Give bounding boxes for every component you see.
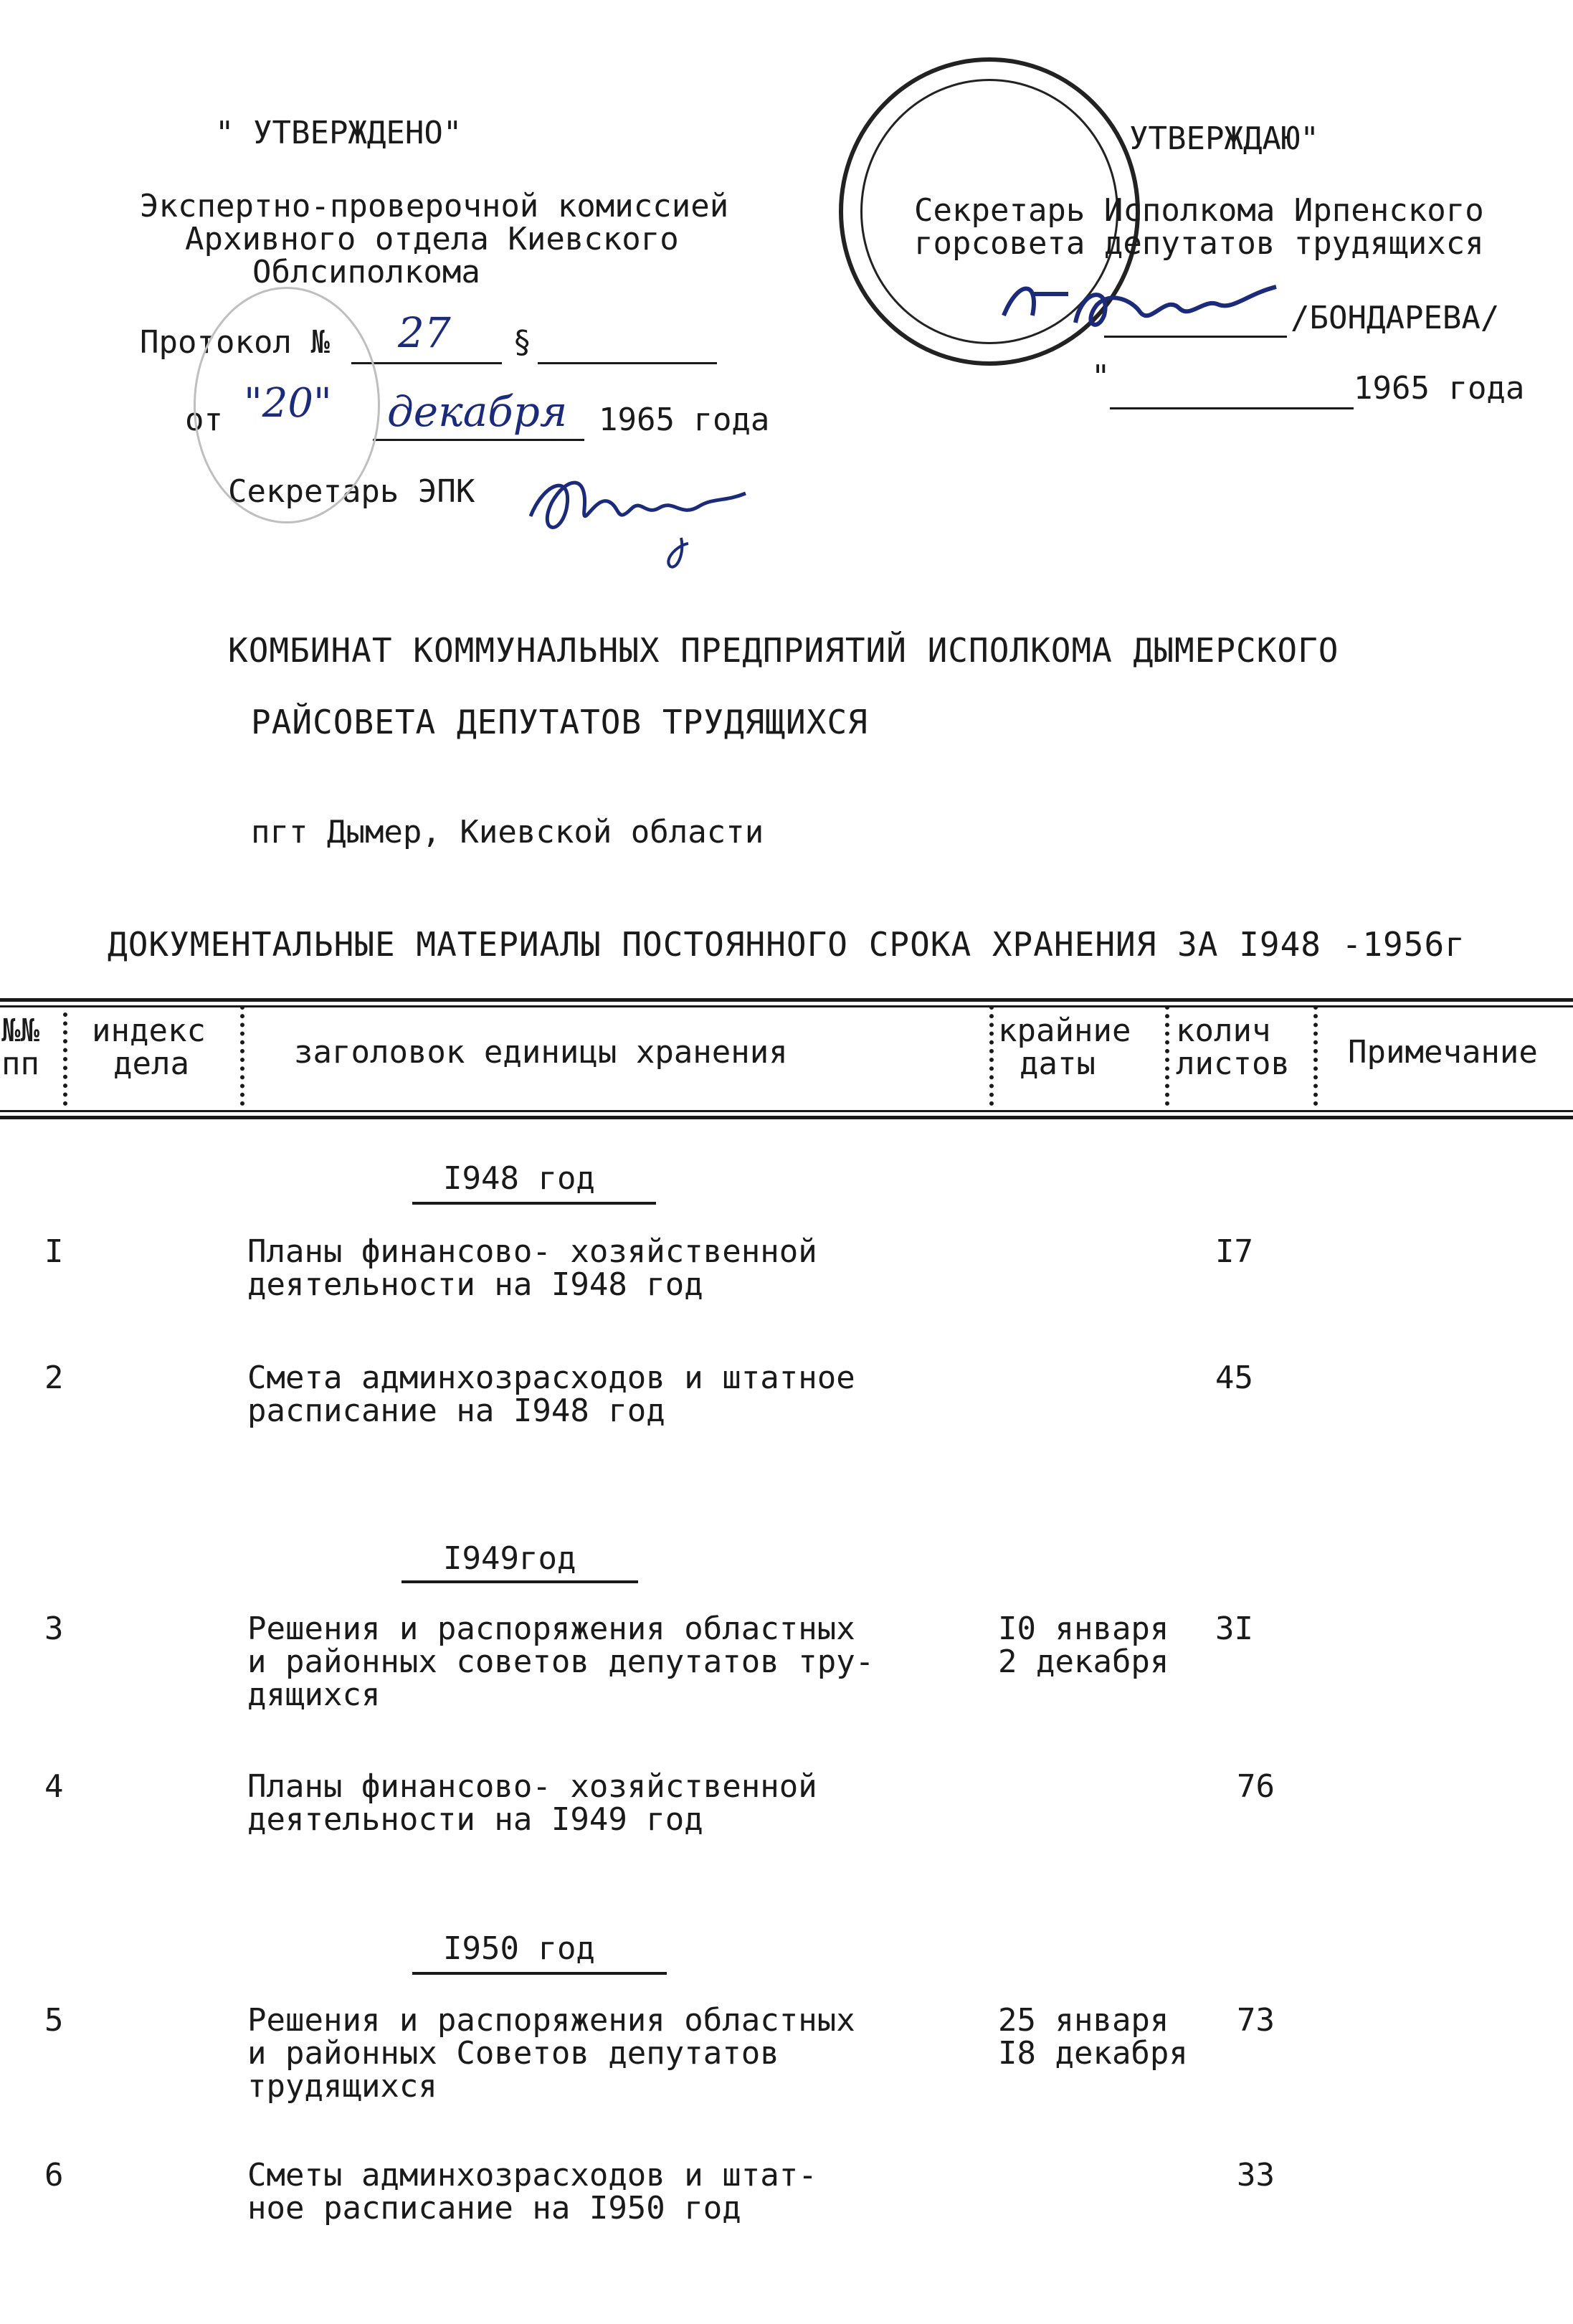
header-sheets-2: листов — [1176, 1045, 1290, 1082]
year-underline-1949 — [401, 1580, 638, 1583]
row-title-line1: Сметы админхозрасходов и штат- — [247, 2157, 817, 2193]
row-number: 3 — [44, 1611, 64, 1647]
header-note: Примечание — [1348, 1034, 1538, 1071]
header-divider-2 — [240, 1005, 244, 1106]
header-sheets-1: колич — [1176, 1012, 1271, 1049]
faint-stamp — [194, 287, 380, 523]
header-index-2: дела — [113, 1045, 189, 1082]
row-title-line1: Планы финансово- хозяйственной — [247, 1768, 817, 1805]
row-sheets: 76 — [1237, 1768, 1275, 1805]
row-title-line1: Решения и распоряжения областных — [247, 2002, 855, 2039]
approval-right-line1: Секретарь Исполкома Ирпенского — [914, 192, 1484, 229]
row-date-end: 2 декабря — [998, 1644, 1169, 1680]
row-date-end: I8 декабря — [998, 2035, 1188, 2072]
approval-right-date-quote: " — [1091, 359, 1111, 395]
row-title-line2: и районных Советов депутатов — [247, 2035, 779, 2072]
header-dates-2: даты — [1020, 1045, 1096, 1082]
row-sheets: 45 — [1215, 1360, 1253, 1396]
year-heading-1949: I949год — [443, 1540, 576, 1577]
approval-right-line2: горсовета депутатов трудящихся — [914, 225, 1484, 262]
header-title: заголовок единицы хранения — [294, 1034, 788, 1071]
row-title-line2: деятельности на I948 год — [247, 1266, 703, 1303]
approval-right-title: УТВЕРЖДАЮ" — [1129, 120, 1319, 157]
date-month: декабря — [387, 387, 568, 436]
approval-right-name: /БОНДАРЕВА/ — [1291, 300, 1500, 336]
row-title-line2: деятельности на I949 год — [247, 1801, 703, 1838]
year-heading-1948: I948 год — [443, 1160, 595, 1197]
header-index-1: индекс — [92, 1012, 206, 1049]
row-sheets: 33 — [1237, 2157, 1275, 2193]
secretary-right-signature — [989, 265, 1291, 344]
header-divider-1 — [63, 1012, 67, 1106]
header-num-2: пп — [1, 1045, 39, 1082]
protocol-label: Протокол № — [140, 324, 330, 361]
year-underline-1948 — [412, 1202, 656, 1205]
approval-left-line2: Архивного отдела Киевского — [185, 221, 679, 257]
signature-underline-right — [1104, 336, 1287, 338]
secretary-label: Секретарь ЭПК — [228, 473, 475, 510]
protocol-number: 27 — [398, 308, 451, 357]
approval-left-title: " УТВЕРЖДЕНО" — [215, 115, 462, 151]
header-divider-5 — [1313, 1005, 1318, 1106]
row-title-line2: расписание на I948 год — [247, 1393, 665, 1429]
approval-left-line1: Экспертно-проверочной комиссией — [140, 188, 729, 224]
date-day: "20" — [244, 380, 332, 427]
row-number: 4 — [44, 1768, 64, 1805]
row-title-line1: Смета админхозрасходов и штатное — [247, 1360, 855, 1396]
approval-left-line3: Облсиполкома — [252, 254, 480, 290]
row-title-line3: дящихся — [247, 1676, 381, 1713]
document-title: ДОКУМЕНТАЛЬНЫЕ МАТЕРИАЛЫ ПОСТОЯННОГО СРОКА ХРАНЕНИЯ ЗА I948 -1956г — [108, 925, 1465, 964]
approval-right-year: 1965 года — [1354, 370, 1525, 407]
row-title-line1: Решения и распоряжения областных — [247, 1611, 855, 1647]
row-sheets: 3I — [1215, 1611, 1253, 1647]
row-sheets: 73 — [1237, 2002, 1275, 2039]
header-divider-3 — [989, 1005, 994, 1106]
row-title-line2: и районных советов депутатов тру- — [247, 1644, 875, 1680]
row-sheets: I7 — [1215, 1233, 1253, 1270]
row-number: I — [44, 1233, 64, 1270]
row-title-line1: Планы финансово- хозяйственной — [247, 1233, 817, 1270]
header-num-1: №№ — [1, 1012, 39, 1049]
date-underline-right — [1110, 407, 1354, 409]
row-number: 5 — [44, 2002, 64, 2039]
org-line2: РАЙСОВЕТА ДЕПУТАТОВ ТРУДЯЩИХСЯ — [251, 703, 868, 741]
section-underline — [538, 362, 717, 364]
row-title-line3: трудящихся — [247, 2068, 437, 2105]
org-line1: КОМБИНАТ КОММУНАЛЬНЫХ ПРЕДПРИЯТИЙ ИСПОЛКОМА ДЫМЕРСКОГО — [228, 631, 1339, 670]
date-year-left: 1965 года — [599, 402, 770, 438]
table-header-bottom-rule — [0, 1110, 1573, 1112]
row-date-start: 25 января — [998, 2002, 1169, 2039]
header-divider-4 — [1165, 1005, 1169, 1106]
year-heading-1950: I950 год — [443, 1930, 595, 1967]
header-dates-1: крайние — [998, 1012, 1131, 1049]
year-underline-1950 — [412, 1972, 667, 1975]
row-title-line2: ное расписание на I950 год — [247, 2190, 741, 2226]
secretary-signature — [516, 452, 774, 581]
date-underline — [373, 439, 584, 441]
section-sign: § — [513, 324, 532, 361]
table-top-rule-2 — [0, 1005, 1573, 1007]
row-date-start: I0 января — [998, 1611, 1169, 1647]
table-header-bottom-rule-2 — [0, 1116, 1573, 1119]
row-number: 6 — [44, 2157, 64, 2193]
date-prefix: от — [185, 402, 223, 438]
row-number: 2 — [44, 1360, 64, 1396]
table-top-rule — [0, 998, 1573, 1002]
org-location: пгт Дымер, Киевской области — [251, 814, 764, 850]
